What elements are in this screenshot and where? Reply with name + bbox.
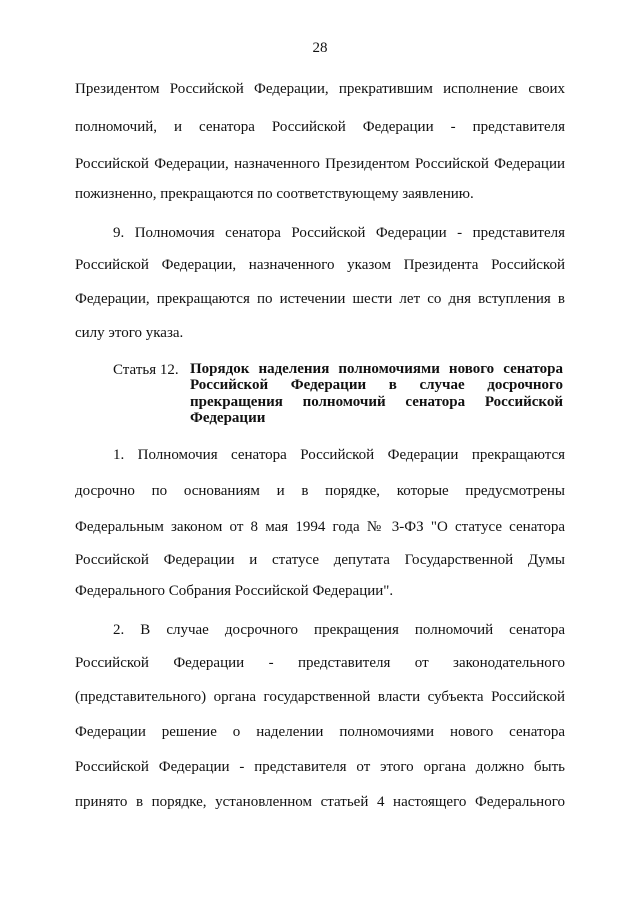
article-title-line: Российской Федерации в случае досрочного xyxy=(190,377,563,393)
article-title-line: прекращения полномочий сенатора Российской xyxy=(190,394,563,410)
article-title-line: Федерации xyxy=(190,410,266,426)
text-line: Российской Федерации - представителя от этого органа должно быть xyxy=(75,759,565,775)
text-line: Федерального Собрания Российской Федерации". xyxy=(75,583,394,599)
text-line: полномочий, и сенатора Российской Федерации - представителя xyxy=(75,119,565,135)
text-line: пожизненно, прекращаются по соответствующему заявлению. xyxy=(75,186,474,202)
text-line: Российской Федерации, назначенного указом Президента Российской xyxy=(75,257,565,273)
text-line: Российской Федерации и статусе депутата Государственной Думы xyxy=(75,552,565,568)
text-line: Федеральным законом от 8 мая 1994 года № 3-ФЗ "О статусе сенатора xyxy=(75,519,565,535)
text-line: 1. Полномочия сенатора Российской Федерации прекращаются xyxy=(113,447,565,463)
text-line: Российской Федерации - представителя от законодательного xyxy=(75,655,565,671)
text-line: Президентом Российской Федерации, прекратившим исполнение своих xyxy=(75,81,565,97)
text-line: принято в порядке, установленном статьей 4 настоящего Федерального xyxy=(75,794,565,810)
text-line: Российской Федерации, назначенного Президентом Российской Федерации xyxy=(75,156,565,172)
article-title-line: Порядок наделения полномочиями нового сенатора xyxy=(190,361,563,377)
text-line: Федерации решение о наделении полномочиями нового сенатора xyxy=(75,724,565,740)
page-number: 28 xyxy=(312,40,328,56)
text-line: 2. В случае досрочного прекращения полномочий сенатора xyxy=(113,622,565,638)
article-label: Статья 12. xyxy=(113,362,179,378)
text-line: (представительного) органа государственной власти субъекта Российской xyxy=(75,689,565,705)
text-line: 9. Полномочия сенатора Российской Федерации - представителя xyxy=(113,225,565,241)
text-line: силу этого указа. xyxy=(75,325,184,341)
text-line: досрочно по основаниям и в порядке, которые предусмотрены xyxy=(75,483,565,499)
text-line: Федерации, прекращаются по истечении шести лет со дня вступления в xyxy=(75,291,565,307)
